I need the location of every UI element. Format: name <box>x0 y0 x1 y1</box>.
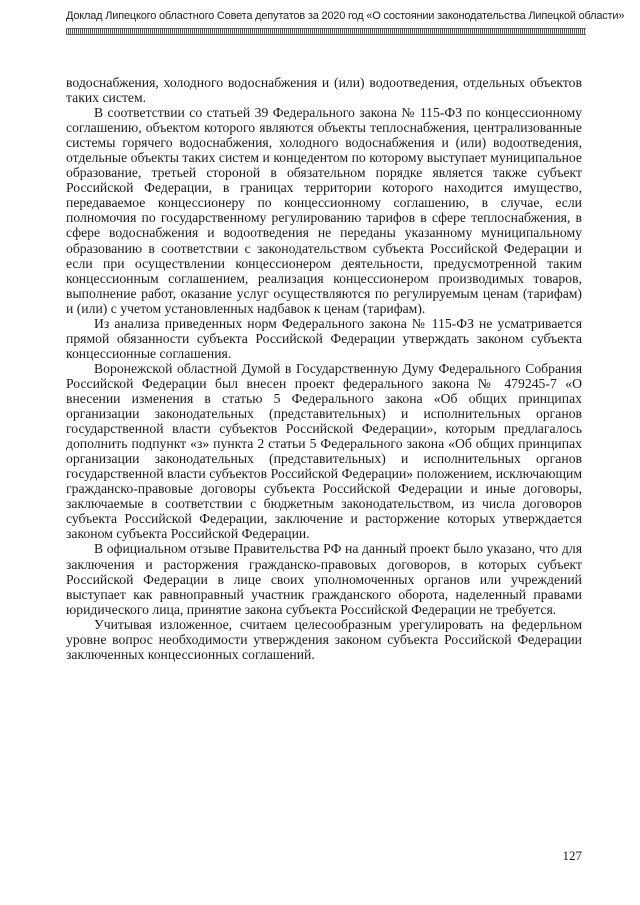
header-rule <box>66 28 586 35</box>
paragraph-voronezh-bill: Воронежской областной Думой в Государственную Думу Федерального Собрания Российской Федерации был внесен проект федерального закона № 479245-7 «О внесении изменения в статью 5 Федерального закона «Об общих принципах организации законодательных (представительных) и исполнительных органов государственной власти субъектов Российской Федерации», которым предлагалось дополнить подпункт «з» пункта 2 статьи 5 Федерального закона «Об общих принципах организации законодательных (представительных) и исполнительных органов государственной власти субъектов Российской Федерации» положением, исключающим гражданско-правовые договоры субъекта Российской Федерации и иные договоры, заключаемые в соответствии с бюджетным законодательством, из числа договоров субъекта Российской Федерации, заключение и расторжение которых утверждается законом субъекта Российской Федерации. <box>66 360 582 542</box>
paragraph-conclusion: Учитывая изложенное, считаем целесообразным урегулировать на федерльном уровне вопрос необходимости утверждения законом субъекта Российской Федерации заключенных концессионных соглашений. <box>66 616 582 662</box>
paragraph-government-review: В официальном отзыве Правительства РФ на данный проект было указано, что для заключения и расторжения гражданско-правовых договоров, в которых субъект Российской Федерации в лице своих уполномоченных органов или учреждений выступает как равноправный участник гражданского оборота, наделенный правами юридического лица, принятие закона субъекта Российской Федерации не требуется. <box>66 541 582 617</box>
page-number: 127 <box>562 848 582 863</box>
paragraph-continuation: водоснабжения, холодного водоснабжения и (или) водоотведения, отдельных объектов таких систем. <box>66 75 582 106</box>
running-header: Доклад Липецкого областного Совета депутатов за 2020 год «О состоянии законодательства Липецкой области» <box>66 10 625 22</box>
paragraph-article-39: В соответствии со статьей 39 Федерального закона № 115-ФЗ по концессионному соглашению, объектом которого являются объекты теплоснабжения, централизованные системы горячего водоснабжения, холодного водоснабжения и (или) водоотведения, отдельные объекты таких систем и концедентом по которому выступает муниципальное образование, третьей стороной в обязательном порядке является также субъект Российской Федерации, в границах территории которого находится имущество, передаваемое концессионеру по концессионному соглашению, в случае, если полномочия по государственному регулированию тарифов в сфере теплоснабжения, в сфере водоснабжения и водоотведения не переданы указанному муниципальному образованию в соответствии с законодательством субъекта Российской Федерации и если при осуществлении концессионером деятельности, предусмотренной таким концессионным соглашением, реализация концессионером производимых товаров, выполнение работ, оказание услуг осуществляются по регулируемым ценам (тарифам) и (или) с учетом установленных надбавок к ценам (тарифам). <box>66 105 582 316</box>
document-body <box>66 75 582 662</box>
paragraph-analysis: Из анализа приведенных норм Федерального закона № 115-ФЗ не усматривается прямой обязанности субъекта Российской Федерации утверждать законом субъекта концессионные соглашения. <box>66 315 582 361</box>
